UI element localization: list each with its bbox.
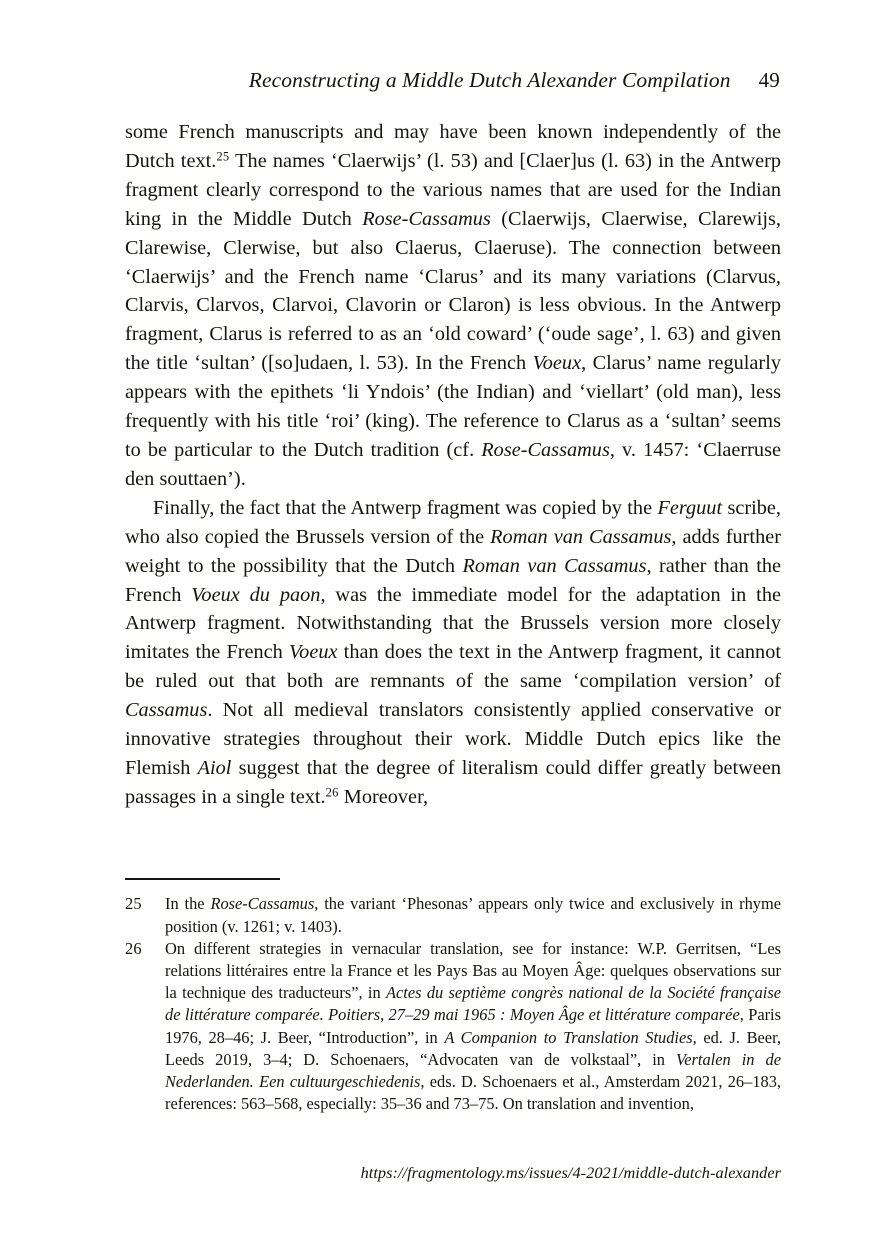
footnote-text	[165, 893, 781, 937]
text-run: The names ‘Claerwijs’ (l. 53) and [Claer]us (l. 63) in the Antwerp fragment clearly correspond to the various names that are used for the Indian king in the Middle Dutch	[125, 149, 781, 230]
text-run: (Claerwijs, Claerwise, Clarewijs, Clarewise, Clerwise, but also Claerus, Claeruse). The connection between ‘Claerwijs’ and the French name ‘Clarus’ and its many variations (Clarvus, Clarvis, Clarvos, Clarvoi, Clavorin or Claron) is less obvious. In the Antwerp fragment, Clarus is referred to as an ‘old coward’ (‘oude sage’, l. 63) and given the title ‘sultan’ ([so]udaen, l. 53). In the French	[125, 207, 781, 375]
footnote-item	[125, 893, 781, 937]
footnote-number: 25	[125, 894, 142, 914]
italic-run: Ferguut	[657, 496, 723, 519]
text-run: In the	[165, 894, 211, 914]
body-paragraph	[125, 494, 781, 812]
footnote-separator-rule	[125, 878, 280, 880]
footnote-number: 26	[125, 938, 142, 958]
text-run: , eds. D. Schoenaers et al., Amsterdam 2021, 26–183, references: 563–568, especially: 35–36 and 73–75. On translation and invention,	[165, 1072, 781, 1114]
footnote-list	[125, 893, 781, 1115]
italic-run: A Companion to Translation Studies	[444, 1027, 693, 1047]
footnote-reference[interactable]: 25	[216, 149, 230, 164]
text-run: scribe, who also copied the Brussels version of the	[125, 496, 782, 548]
italic-run: Cassamus	[125, 699, 208, 722]
footer-url[interactable]: https://fragmentology.ms/issues/4-2021/middle-dutch-alexander	[360, 1163, 781, 1182]
italic-run: Rose-Cassamus	[481, 438, 610, 461]
running-title: Reconstructing a Middle Dutch Alexander Compilation	[248, 68, 731, 92]
text-run: , was the immediate model for the adaptation in the Antwerp fragment. Notwithstanding that the Brussels version more closely imitates the French	[125, 583, 781, 664]
text-run: suggest that the degree of literalism could differ greatly between passages in a single text.	[125, 756, 781, 808]
text-run: , ed. J. Beer, Leeds 2019, 3–4; D. Schoenaers, “Advocaten van de volkstaal”, in	[165, 1027, 781, 1069]
text-run: , Clarus’ name regularly appears with the epithets ‘li Yndois’ (the Indian) and ‘viellart’ (old man), less frequently with his title ‘roi’ (king). The reference to Clarus as a ‘sultan’ seems to be particular to the Dutch tradition (cf.	[125, 352, 781, 461]
footnote-text	[165, 938, 781, 1116]
text-run: Finally, the fact that the Antwerp fragment was copied by the	[153, 496, 658, 519]
italic-run: Rose-Cassamus	[210, 894, 315, 914]
italic-run: Voeux du paon	[191, 583, 321, 606]
italic-run: Rose-Cassamus	[362, 207, 491, 230]
italic-run: Voeux	[532, 352, 582, 375]
italic-run: Actes du septième congrès national de la Société française de littérature comparée. Poitiers, 27–29 mai 1965 : Moyen Âge et littérature comparée	[165, 983, 781, 1025]
text-run: , v. 1457: ‘Claerruse den souttaen’).	[125, 438, 781, 490]
italic-run: Voeux	[289, 641, 338, 664]
text-run: , adds further weight to the possibility that the Dutch	[125, 525, 781, 577]
italic-run: Roman van Cassamus	[490, 525, 672, 548]
text-run: Moreover,	[338, 785, 429, 808]
text-run: , rather than the French	[125, 554, 782, 606]
running-header	[125, 68, 780, 93]
text-run: some French manuscripts and may have been known independently of the Dutch text.	[125, 121, 781, 172]
footnote-section	[125, 878, 781, 1115]
body-paragraph	[125, 118, 781, 494]
italic-run: Roman van Cassamus	[462, 554, 647, 577]
footnote-item	[125, 938, 781, 1116]
italic-run: Vertalen in de Nederlanden. Een cultuurgeschiedenis	[165, 1049, 781, 1092]
page-number: 49	[758, 68, 780, 92]
text-run: , Paris 1976, 28–46; J. Beer, “Introduction”, in	[165, 1005, 781, 1047]
text-run: , the variant ‘Phesonas’ appears only twice and exclusively in rhyme position (v. 1261; v. 1403).	[165, 894, 781, 936]
text-run: . Not all medieval translators consistently applied conservative or innovative strategies throughout their work. Middle Dutch epics like the Flemish	[125, 699, 781, 779]
text-run: than does the text in the Antwerp fragment, it cannot be ruled out that both are remnants of the same ‘compilation version’ of	[125, 641, 781, 693]
body-text-block	[125, 118, 781, 812]
footnote-reference[interactable]: 26	[325, 785, 339, 800]
text-run: On different strategies in vernacular translation, see for instance: W.P. Gerritsen, “Les relations littéraires entre la France et les Pays Bas au Moyen Âge: quelques observations sur la technique des traducteurs”, in	[165, 938, 781, 1003]
italic-run: Aiol	[197, 756, 232, 779]
